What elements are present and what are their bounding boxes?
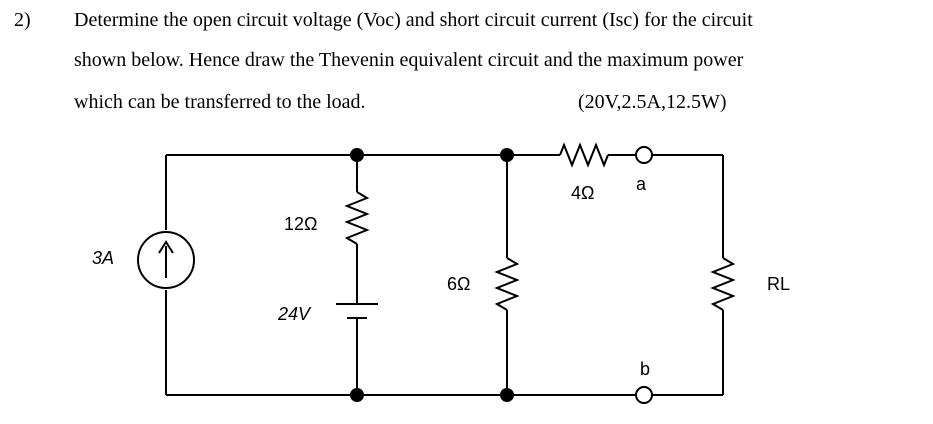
junction-dot: [350, 148, 364, 162]
label-4ohm: 4Ω: [571, 183, 595, 203]
label-terminal-b: b: [640, 359, 651, 379]
resistor-6ohm: [497, 258, 517, 310]
label-terminal-a: a: [636, 174, 647, 194]
problem-line-2: shown below. Hence draw the Thevenin equivalent circuit and the maximum power: [74, 49, 744, 71]
problem-number: 2): [14, 9, 31, 31]
label-6ohm: 6Ω: [447, 274, 471, 294]
resistor-12ohm: [347, 192, 367, 244]
label-24v: 24V: [278, 304, 311, 324]
label-rl: RL: [767, 274, 791, 294]
resistor-4ohm: [560, 145, 608, 165]
label-3a: 3A: [92, 248, 115, 268]
terminal-b-icon: [636, 387, 652, 403]
junction-dot: [500, 388, 514, 402]
terminal-a-icon: [636, 147, 652, 163]
junction-dot: [350, 388, 364, 402]
problem-line-1: Determine the open circuit voltage (Voc) and short circuit current (Isc) for the circuit: [74, 9, 753, 31]
answer-key: (20V,2.5A,12.5W): [578, 91, 727, 113]
label-12ohm: 12Ω: [284, 214, 318, 234]
junction-dot: [500, 148, 514, 162]
resistor-load: [713, 258, 733, 310]
problem-line-3: which can be transferred to the load.: [74, 91, 366, 113]
